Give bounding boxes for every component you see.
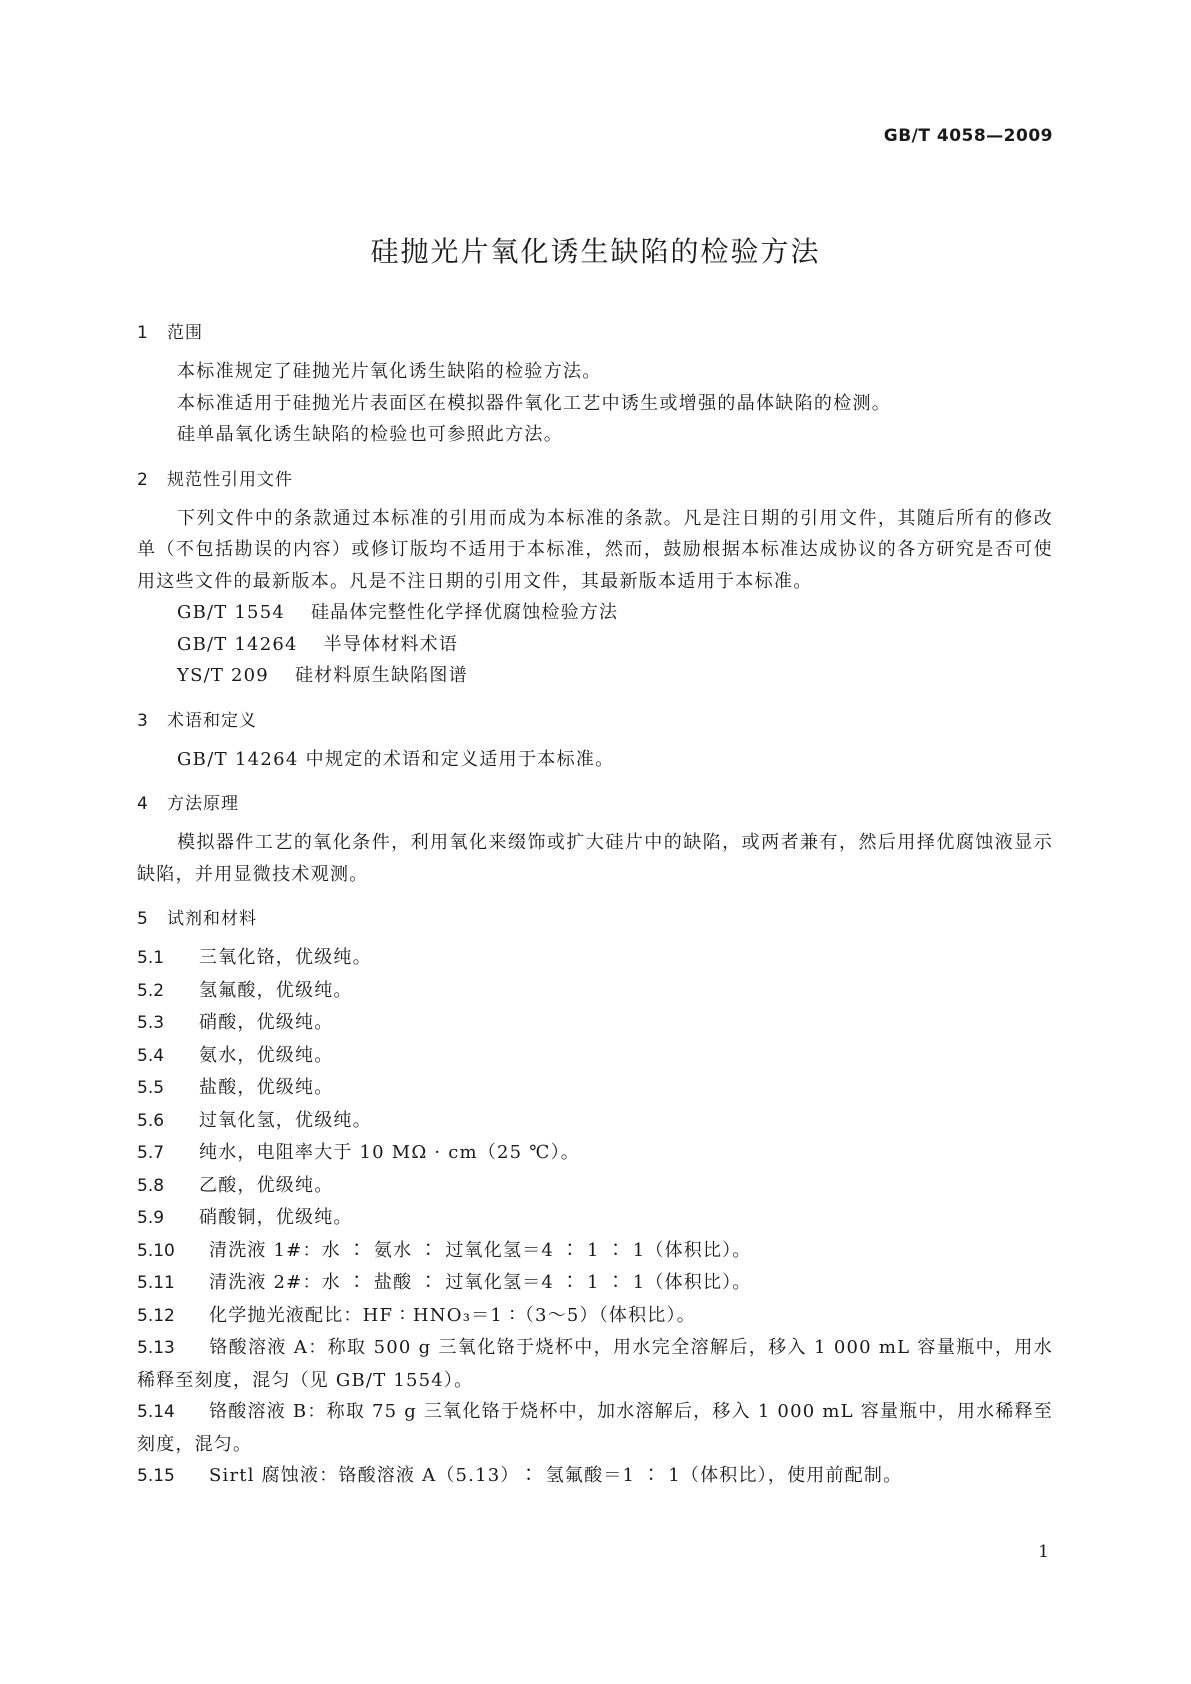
- standard-number: GB/T 4058—2009: [883, 126, 1053, 146]
- item-text: Sirtl 腐蚀液：铬酸溶液 A（5.13）∶ 氢氟酸＝1 ∶ 1（体积比），使用前配制。: [209, 1465, 903, 1486]
- list-item: [137, 1332, 1053, 1396]
- item-number: 5.1: [137, 948, 165, 968]
- item-number: 5.6: [137, 1110, 165, 1131]
- section-heading-5: [137, 906, 1053, 932]
- reference-item: [137, 629, 1053, 661]
- section-heading-2: [137, 467, 1053, 493]
- reference-code: GB/T 1554: [177, 602, 286, 623]
- list-item: [137, 1235, 1053, 1268]
- section-number: 4: [137, 794, 149, 814]
- item-text: 清洗液 2#：水 ∶ 盐酸 ∶ 过氧化氢＝4 ∶ 1 ∶ 1（体积比）。: [209, 1272, 752, 1293]
- item-text: 过氧化氢，优级纯。: [199, 1109, 372, 1131]
- list-item: [137, 1170, 1053, 1203]
- item-text: 清洗液 1#：水 ∶ 氨水 ∶ 过氧化氢＝4 ∶ 1 ∶ 1（体积比）。: [209, 1239, 752, 1261]
- item-number: 5.10: [137, 1240, 175, 1261]
- item-text: 氨水，优级纯。: [199, 1044, 334, 1066]
- item-text: 纯水，电阻率大于 10 MΩ · cm（25 ℃）。: [199, 1142, 580, 1163]
- item-text: 盐酸，优级纯。: [199, 1077, 334, 1098]
- list-item: [137, 1396, 1053, 1460]
- reference-code: YS/T 209: [177, 665, 269, 686]
- section-title: 术语和定义: [167, 710, 257, 731]
- list-item: [137, 1105, 1053, 1138]
- list-item: [137, 1300, 1053, 1333]
- paragraph: 模拟器件工艺的氧化条件，利用氧化来缀饰或扩大硅片中的缺陷，或两者兼有，然后用择优腐蚀液显示缺陷，并用显微技术观测。: [137, 832, 1053, 885]
- reference-title: 硅晶体完整性化学择优腐蚀检验方法: [311, 602, 619, 623]
- section-heading-4: [137, 791, 1053, 817]
- item-number: 5.9: [137, 1208, 165, 1228]
- section-heading-3: [137, 708, 1053, 734]
- list-item: [137, 1202, 1053, 1235]
- section-number: 2: [137, 469, 149, 490]
- page-number: 1: [1038, 1542, 1049, 1562]
- item-number: 5.3: [137, 1013, 165, 1033]
- reference-code: GB/T 14264: [177, 633, 298, 655]
- section-title: 试剂和材料: [167, 909, 257, 929]
- paragraph: 下列文件中的条款通过本标准的引用而成为本标准的条款。凡是注日期的引用文件，其随后所有的修改单（不包括勘误的内容）或修订版均不适用于本标准，然而，鼓励根据本标准达成协议的各方研究是否可使用这些文件的最新版本。凡是不注日期的引用文件，其最新版本适用于本标准。: [137, 507, 1053, 592]
- section-heading-1: [137, 320, 1053, 346]
- paragraph: 本标准规定了硅抛光片氧化诱生缺陷的检验方法。: [177, 361, 602, 382]
- list-item: [137, 1007, 1053, 1040]
- reference-title: 硅材料原生缺陷图谱: [294, 665, 468, 686]
- list-item: [137, 975, 1053, 1008]
- reference-title: 半导体材料术语: [323, 633, 459, 655]
- paragraph: 本标准适用于硅抛光片表面区在模拟器件氧化工艺中诱生或增强的晶体缺陷的检测。: [177, 392, 892, 414]
- document-title: 硅抛光片氧化诱生缺陷的检验方法: [370, 235, 821, 268]
- section-title: 规范性引用文件: [167, 469, 293, 490]
- item-text: 氢氟酸，优级纯。: [199, 979, 353, 1001]
- item-number: 5.8: [137, 1175, 165, 1196]
- item-text: 铬酸溶液 A：称取 500 g 三氧化铬于烧杯中，用水完全溶解后，移入 1 000 mL 容量瓶中，用水稀释至刻度，混匀（见 GB/T 1554）。: [137, 1337, 1053, 1391]
- list-item: [137, 942, 1053, 975]
- item-text: 乙酸，优级纯。: [199, 1174, 334, 1196]
- list-item: [137, 1137, 1053, 1170]
- paragraph: 硅单晶氧化诱生缺陷的检验也可参照此方法。: [177, 424, 563, 445]
- list-item: [137, 1072, 1053, 1105]
- item-number: 5.2: [137, 980, 165, 1001]
- item-text: 三氧化铬，优级纯。: [199, 947, 372, 968]
- section-number: 1: [137, 323, 149, 343]
- item-number: 5.5: [137, 1078, 165, 1098]
- item-text: 化学抛光液配比：HF ∶ HNO₃＝1 ∶（3～5）（体积比）。: [209, 1304, 696, 1326]
- list-item: [137, 1040, 1053, 1073]
- item-number: 5.13: [137, 1338, 175, 1358]
- reference-item: [137, 660, 1053, 692]
- section-title: 方法原理: [167, 794, 239, 814]
- list-item: [137, 1267, 1053, 1300]
- reference-item: [137, 597, 1053, 629]
- item-text: 铬酸溶液 B：称取 75 g 三氧化铬于烧杯中，加水溶解后，移入 1 000 mL 容量瓶中，用水稀释至刻度，混匀。: [137, 1401, 1053, 1455]
- item-number: 5.15: [137, 1466, 175, 1486]
- item-text: 硝酸，优级纯。: [199, 1012, 334, 1033]
- item-number: 5.7: [137, 1143, 165, 1163]
- section-number: 3: [137, 710, 149, 731]
- item-number: 5.11: [137, 1273, 175, 1293]
- section-title: 范围: [167, 323, 203, 343]
- document-body: [137, 320, 1053, 1493]
- list-item: [137, 1460, 1053, 1493]
- item-number: 5.14: [137, 1402, 175, 1422]
- section-number: 5: [137, 909, 149, 929]
- paragraph: GB/T 14264 中规定的术语和定义适用于本标准。: [177, 748, 615, 770]
- item-text: 硝酸铜，优级纯。: [199, 1207, 353, 1228]
- item-number: 5.12: [137, 1305, 175, 1326]
- item-number: 5.4: [137, 1045, 165, 1066]
